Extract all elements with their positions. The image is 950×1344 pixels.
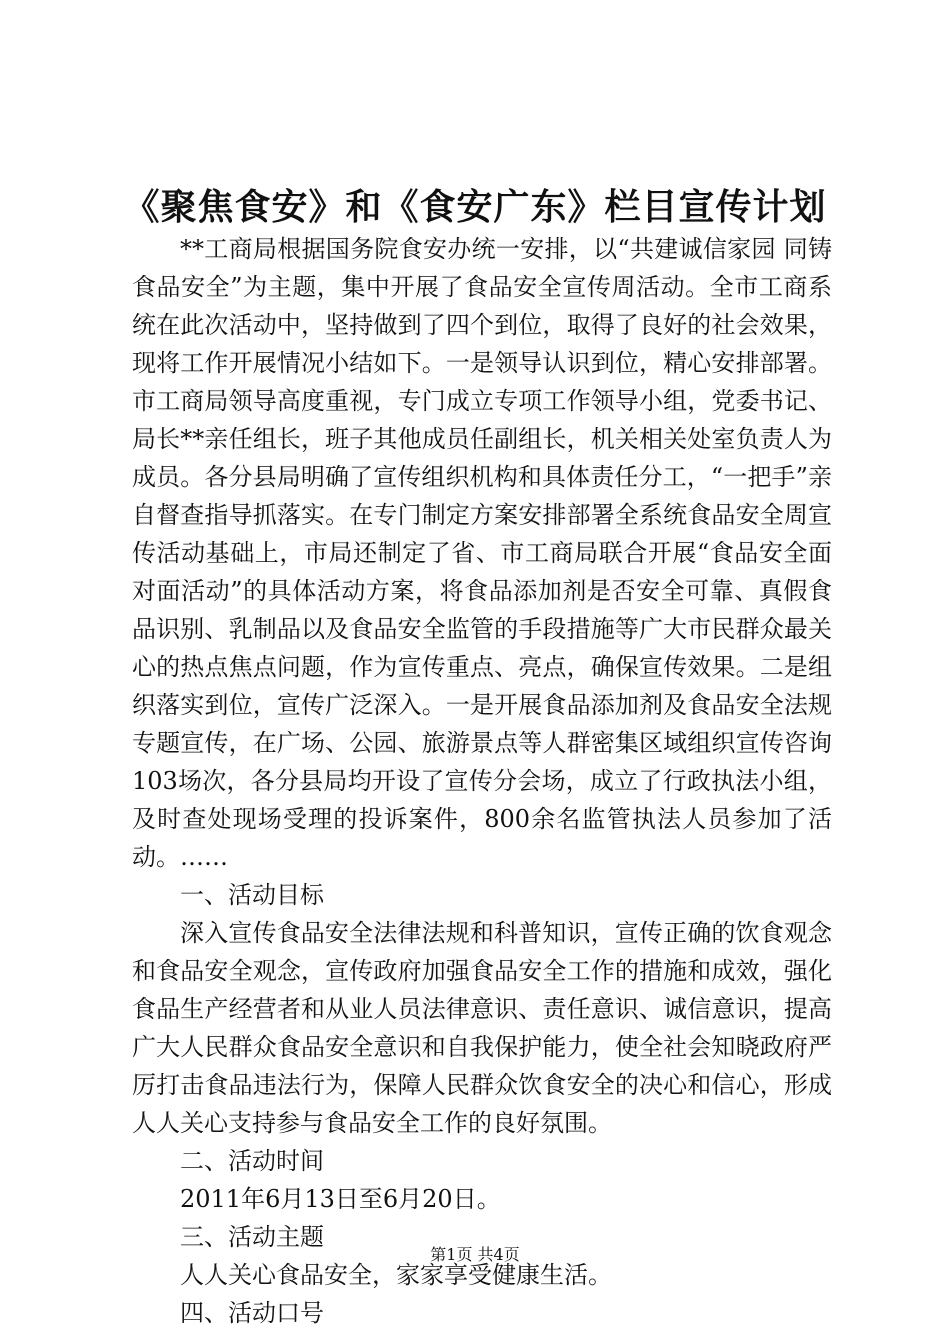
page-footer: 第1页 共4页 bbox=[430, 1245, 520, 1264]
section-text-theme: 人人关心食品安全，家家享受健康生活。 bbox=[180, 1261, 612, 1289]
section-heading-time: 二、活动时间 bbox=[180, 1147, 324, 1175]
intro-paragraph: **工商局根据国务院食安办统一安排，以“共建诚信家园 同铸食品安全”为主题，集中开展了食品安全宣传周活动。全市工商系统在此次活动中，坚持做到了四个到位，取得了良好的社会效果，现将工作开展情况小结如下。一是领导认识到位，精心安排部署。市工商局领导高度重视，专门成立专项工作领导小组，党委书记、局长**亲任组长，班子其他成员任副组长，机关相关处室负责人为成员。各分县局明确了宣传组织机构和具体责任分工，“一把手”亲自督查指导抓落实。在专门制定方案安排部署全系统食品安全周宣传活动基础上，市局还制定了省、市工商局联合开展“食品安全面对面活动”的具体活动方案，将食品添加剂是否安全可靠、真假食品识别、乳制品以及食品安全监管的手段措施等广大市民群众最关心的热点焦点问题，作为宣传重点、亮点，确保宣传效果。二是组织落实到位，宣传广泛深入。一是开展食品添加剂及食品安全法规专题宣传，在广场、公园、旅游景点等人群密集区域组织宣传咨询103场次，各分县局均开设了宣传分会场，成立了行政执法小组，及时查处现场受理的投诉案件，800余名监管执法人员参加了活动。…… bbox=[132, 235, 832, 871]
section-text-goals: 深入宣传食品安全法律法规和科普知识，宣传正确的饮食观念和食品安全观念，宣传政府加强食品安全工作的措施和成效，强化食品生产经营者和从业人员法律意识、责任意识、诚信意识，提高广大人民群众食品安全意识和自我保护能力，使全社会知晓政府严厉打击食品违法行为，保障人民群众饮食安全的决心和信心，形成人人关心支持参与食品安全工作的良好氛围。 bbox=[132, 919, 832, 1137]
section-heading-goals: 一、活动目标 bbox=[180, 881, 324, 909]
section-heading-theme: 三、活动主题 bbox=[180, 1223, 324, 1251]
document-body bbox=[132, 230, 832, 1332]
document-title: 《聚焦食安》和《食安广东》栏目宣传计划 bbox=[123, 186, 827, 228]
section-heading-slogan: 四、活动口号 bbox=[180, 1299, 324, 1327]
section-text-time: 2011年6月13日至6月20日。 bbox=[180, 1185, 501, 1213]
